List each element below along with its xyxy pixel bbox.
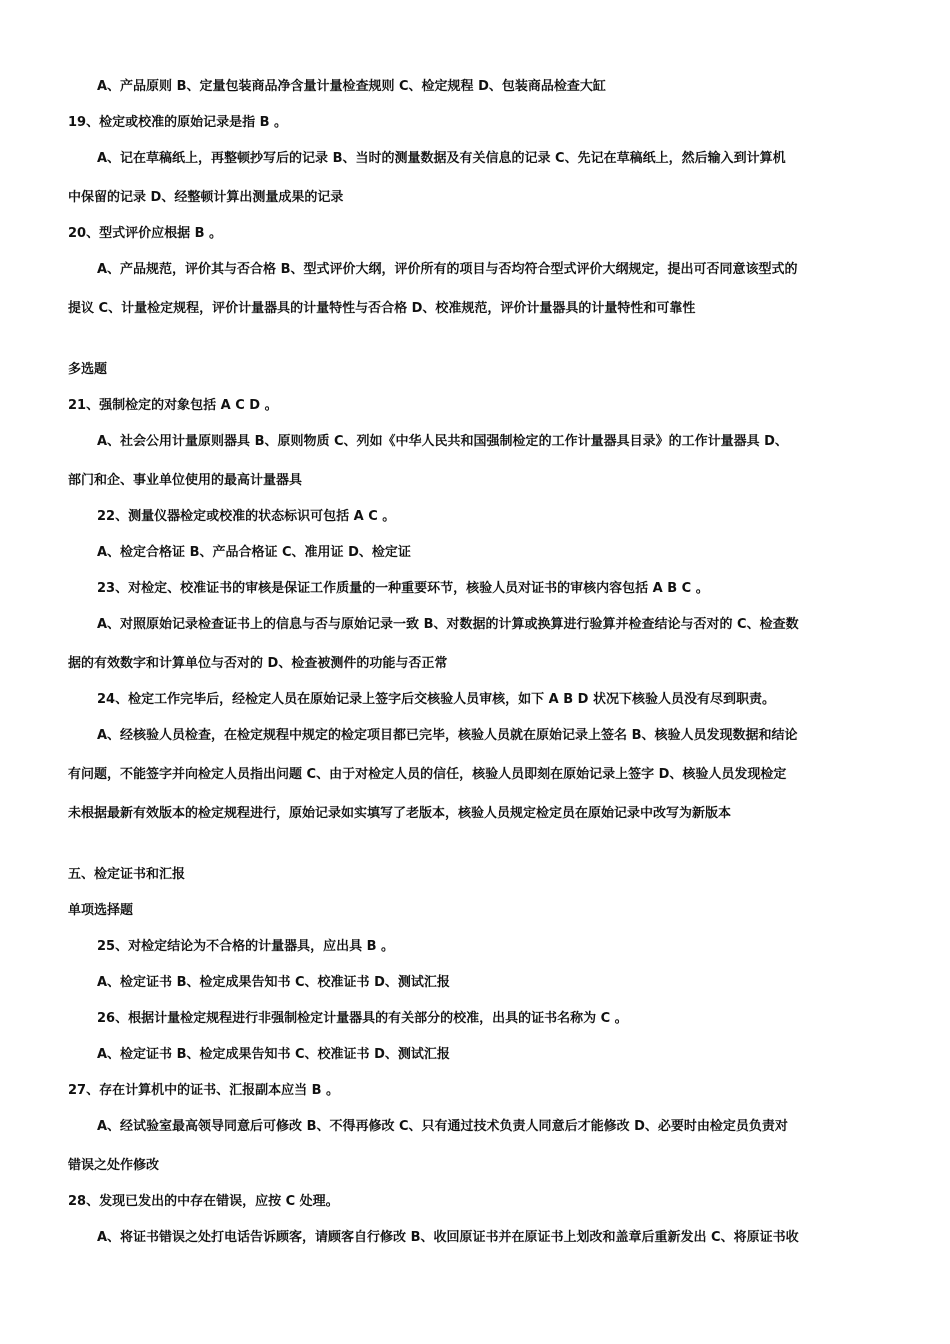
text-line: A、检定证书 B、检定成果告知书 C、校准证书 D、测试汇报 bbox=[97, 1047, 450, 1062]
question-27: 27、存在计算机中的证书、汇报副本应当 B 。 bbox=[68, 1083, 340, 1098]
question-26: 26、根据计量检定规程进行非强制检定计量器具的有关部分的校准，出具的证书名称为 C 。 bbox=[97, 1011, 628, 1026]
text-line: A、经试验室最高领导同意后可修改 B、不得再修改 C、只有通过技术负责人同意后才能修改 D、必要时由检定员负责对 bbox=[97, 1119, 788, 1134]
text-line: 有问题，不能签字并向检定人员指出问题 C、由于对检定人员的信任，核验人员即刻在原始记录上签字 D、核验人员发现检定 bbox=[68, 767, 787, 782]
section-subheading: 单项选择题 bbox=[68, 903, 134, 918]
text-line: A、将证书错误之处打电话告诉顾客，请顾客自行修改 B、收回原证书并在原证书上划改和盖章后重新发出 C、将原证书收 bbox=[97, 1230, 799, 1245]
text-line: A、检定证书 B、检定成果告知书 C、校准证书 D、测试汇报 bbox=[97, 975, 450, 990]
section-heading: 多选题 bbox=[68, 362, 108, 377]
question-25: 25、对检定结论为不合格的计量器具，应出具 B 。 bbox=[97, 939, 395, 954]
question-28: 28、发现已发出的中存在错误，应按 C 处理。 bbox=[68, 1194, 339, 1209]
text-line: 提议 C、计量检定规程，评价计量器具的计量特性与否合格 D、校准规范，评价计量器具的计量特性和可靠性 bbox=[68, 301, 696, 316]
text-line: A、社会公用计量原则器具 B、原则物质 C、列如《中华人民共和国强制检定的工作计量器具目录》的工作计量器具 D、 bbox=[97, 434, 788, 449]
question-23: 23、对检定、校准证书的审核是保证工作质量的一种重要环节，核验人员对证书的审核内容包括 A B C 。 bbox=[97, 581, 709, 596]
question-21: 21、强制检定的对象包括 A C D 。 bbox=[68, 398, 278, 413]
text-line: 未根据最新有效版本的检定规程进行，原始记录如实填写了老版本，核验人员规定检定员在原始记录中改写为新版本 bbox=[68, 806, 732, 821]
question-20: 20、型式评价应根据 B 。 bbox=[68, 226, 223, 241]
question-22: 22、测量仪器检定或校准的状态标识可包括 A C 。 bbox=[97, 509, 396, 524]
text-line: 中保留的记录 D、经整顿计算出测量成果的记录 bbox=[68, 190, 344, 205]
text-line: A、记在草稿纸上，再整顿抄写后的记录 B、当时的测量数据及有关信息的记录 C、先记在草稿纸上，然后输入到计算机 bbox=[97, 151, 786, 166]
text-line: A、产品规范，评价其与否合格 B、型式评价大纲，评价所有的项目与否均符合型式评价大纲规定，提出可否同意该型式的 bbox=[97, 262, 798, 277]
text-line: A、产品原则 B、定量包装商品净含量计量检查规则 C、检定规程 D、包装商品检查大缸 bbox=[97, 79, 606, 94]
text-line: A、经核验人员检查，在检定规程中规定的检定项目都已完毕，核验人员就在原始记录上签名 B、核验人员发现数据和结论 bbox=[97, 728, 798, 743]
text-line: A、对照原始记录检查证书上的信息与否与原始记录一致 B、对数据的计算或换算进行验算并检查结论与否对的 C、检查数 bbox=[97, 617, 799, 632]
section-heading: 五、检定证书和汇报 bbox=[68, 867, 186, 882]
text-line: 错误之处作修改 bbox=[68, 1158, 160, 1173]
text-line: 据的有效数字和计算单位与否对的 D、检查被测件的功能与否正常 bbox=[68, 656, 448, 671]
text-line: A、检定合格证 B、产品合格证 C、准用证 D、检定证 bbox=[97, 545, 411, 560]
question-24: 24、检定工作完毕后，经检定人员在原始记录上签字后交核验人员审核，如下 A B D 状况下核验人员没有尽到职责。 bbox=[97, 692, 775, 707]
text-line: 部门和企、事业单位使用的最高计量器具 bbox=[68, 473, 303, 488]
question-19: 19、检定或校准的原始记录是指 B 。 bbox=[68, 115, 288, 130]
